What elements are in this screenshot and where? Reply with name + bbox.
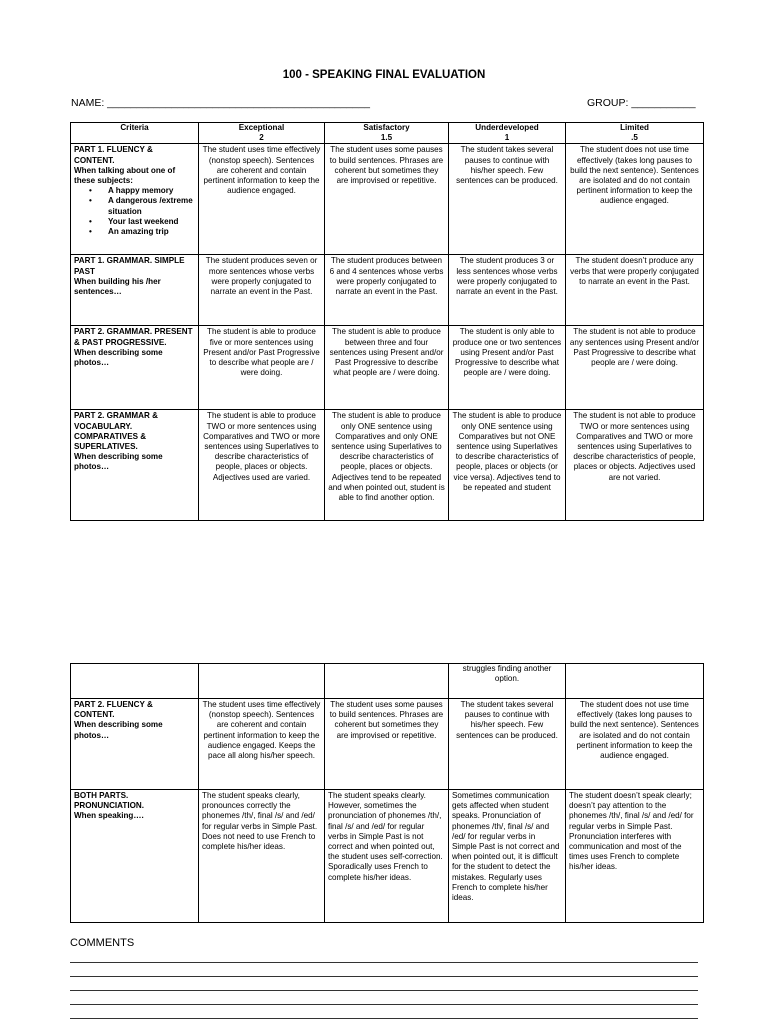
limited-cell bbox=[566, 664, 704, 699]
rubric-table-part-2 bbox=[70, 663, 704, 923]
satisfactory-cell: The student produces between 6 and 4 sentences whose verbs were properly conjugated to narrate an event in the Past. bbox=[325, 255, 449, 326]
underdeveloped-cell: Sometimes communication gets affected when student speaks. Pronunciation of phonemes /th/, final /s/ and /ed/ for regular verbs in Simple Past is not correct and when pointed out, it is difficult for the student to detect the mistakes. Regularly uses French to complete his/her ideas. bbox=[449, 790, 566, 923]
satisfactory-cell: The student is able to produce only ONE sentence using Comparatives and only ONE sentence using Superlatives to describe characteristics of people, places or objects. Adjectives tend to be repeated and when pointed out, student is able to find another option. bbox=[325, 410, 449, 521]
points-satisfactory: 1.5 bbox=[380, 133, 393, 143]
exceptional-cell: The student speaks clearly, pronounces correctly the phonemes /th/, final /s/ and /ed/ for regular verbs in Simple Past. Does not need to use French to complete his/her ideas. bbox=[199, 790, 325, 923]
header-limited: Limited .5 bbox=[566, 123, 704, 144]
exceptional-cell: The student is able to produce five or more sentences using Present and/or Past Progressive to describe what people are / were doing. bbox=[199, 326, 325, 410]
table-row bbox=[71, 790, 704, 923]
list-item: • A dangerous /extreme situation bbox=[108, 196, 195, 216]
limited-cell: The student does not use time effectively (takes long pauses to build the next sentence). Sentences are isolated and do not contain pertinent information to keep the audience engaged. bbox=[566, 144, 704, 255]
table-row bbox=[71, 410, 704, 521]
limited-cell: The student doesn’t speak clearly; doesn’t pay attention to the phonemes /th/, final /s/ and /ed/ for regular verbs in Simple Past. Pronunciation interferes with communication and most of the times uses French to complete his/her ideas. bbox=[566, 790, 704, 923]
exceptional-cell: The student uses time effectively (nonstop speech). Sentences are coherent and contain pertinent information to keep the audience engaged. Keeps the pace all along his/her speech. bbox=[199, 699, 325, 790]
exceptional-cell: The student produces seven or more sentences whose verbs were properly conjugated to narrate an event in the Past. bbox=[199, 255, 325, 326]
criteria-cell: PART 1. FLUENCY & CONTENT. When talking about one of these subjects: • A happy memory • A dangerous /extreme situation • Your last weekend • An amazing trip bbox=[71, 144, 199, 255]
underdeveloped-cell: The student takes several pauses to continue with his/her speech. Few sentences can be produced. bbox=[449, 699, 566, 790]
satisfactory-cell bbox=[325, 664, 449, 699]
criteria-cell: PART 1. GRAMMAR. SIMPLE PAST When building his /her sentences… bbox=[71, 255, 199, 326]
underdeveloped-cell: The student is only able to produce one or two sentences using Present and/or Past Progressive to describe what people are / were doing. bbox=[449, 326, 566, 410]
exceptional-cell: The student uses time effectively (nonstop speech). Sentences are coherent and contain pertinent information to keep the audience engaged. bbox=[199, 144, 325, 255]
points-underdeveloped: 1 bbox=[504, 133, 510, 143]
underdeveloped-cell: The student is able to produce only ONE sentence using Comparatives but not ONE sentence using Superlatives to describe characteristics of people, places or objects (or vice versa). Adjectives tend to be repeated and student bbox=[449, 410, 566, 521]
header-criteria: Criteria bbox=[71, 123, 199, 144]
list-item: • Your last weekend bbox=[108, 217, 195, 227]
underdeveloped-cell: The student takes several pauses to continue with his/her speech. Few sentences can be produced. bbox=[449, 144, 566, 255]
comment-line bbox=[70, 990, 698, 991]
header-exceptional: Exceptional 2 bbox=[199, 123, 325, 144]
limited-cell: The student doesn’t produce any verbs that were properly conjugated to narrate an event in the Past. bbox=[566, 255, 704, 326]
list-item: • An amazing trip bbox=[108, 227, 195, 237]
satisfactory-cell: The student speaks clearly. However, sometimes the pronunciation of phonemes /th/, final /s/ and /ed/ for regular verbs in Simple Past is not correct and when pointed out, the student uses self-correction. Sporadically uses French to complete his/her ideas. bbox=[325, 790, 449, 923]
table-row bbox=[71, 255, 704, 326]
criteria-cell: PART 2. FLUENCY & CONTENT. When describing some photos… bbox=[71, 699, 199, 790]
group-field-label: GROUP: ___________ bbox=[587, 97, 696, 109]
underdeveloped-continuation-cell: struggles finding another option. bbox=[449, 664, 566, 699]
page-title: 100 - SPEAKING FINAL EVALUATION bbox=[282, 69, 486, 81]
satisfactory-cell: The student uses some pauses to build sentences. Phrases are coherent but sometimes they are improvised or repetitive. bbox=[325, 144, 449, 255]
table-row bbox=[71, 326, 704, 410]
satisfactory-cell: The student uses some pauses to build sentences. Phrases are coherent but sometimes they are improvised or repetitive. bbox=[325, 699, 449, 790]
satisfactory-cell: The student is able to produce between three and four sentences using Present and/or Past Progressive to describe what people are / were doing. bbox=[325, 326, 449, 410]
criteria-cell: PART 2. GRAMMAR & VOCABULARY. COMPARATIVES & SUPERLATIVES. When describing some photos… bbox=[71, 410, 199, 521]
exceptional-cell: The student is able to produce TWO or more sentences using Comparatives and TWO or more sentences using Superlatives to describe characteristics of people, places or objects. Adjectives used are varied. bbox=[199, 410, 325, 521]
limited-cell: The student is not able to produce any sentences using Present and/or Past Progressive to describe what people are / were doing. bbox=[566, 326, 704, 410]
list-item: • A happy memory bbox=[108, 186, 195, 196]
comments-label: COMMENTS bbox=[70, 937, 135, 949]
comment-line bbox=[70, 962, 698, 963]
comment-line bbox=[70, 1004, 698, 1005]
table-row bbox=[71, 144, 704, 255]
comment-line bbox=[70, 976, 698, 977]
criteria-cell bbox=[71, 664, 199, 699]
rubric-table-part-1 bbox=[70, 122, 704, 521]
continuation-row bbox=[71, 664, 704, 699]
table-row bbox=[71, 699, 704, 790]
comment-line bbox=[70, 1018, 698, 1019]
header-satisfactory: Satisfactory 1.5 bbox=[325, 123, 449, 144]
underdeveloped-cell: The student produces 3 or less sentences whose verbs were properly conjugated to narrate an event in the Past. bbox=[449, 255, 566, 326]
exceptional-cell bbox=[199, 664, 325, 699]
points-limited: .5 bbox=[631, 133, 638, 143]
criteria-cell: BOTH PARTS. PRONUNCIATION. When speaking…. bbox=[71, 790, 199, 923]
subject-list bbox=[74, 186, 195, 237]
limited-cell: The student is not able to produce TWO or more sentences using Comparatives and TWO or more sentences using Superlatives to describe characteristics of people, places or objects. Adjectives used are not varied. bbox=[566, 410, 704, 521]
criteria-cell: PART 2. GRAMMAR. PRESENT & PAST PROGRESSIVE. When describing some photos… bbox=[71, 326, 199, 410]
header-row bbox=[71, 123, 704, 144]
points-exceptional: 2 bbox=[259, 133, 264, 143]
name-field-label: NAME: _____________________________________________ bbox=[71, 97, 370, 109]
limited-cell: The student does not use time effectively (takes long pauses to build the next sentence). Sentences are isolated and do not contain pertinent information to keep the audience engaged. bbox=[566, 699, 704, 790]
header-underdeveloped: Underdeveloped 1 bbox=[449, 123, 566, 144]
